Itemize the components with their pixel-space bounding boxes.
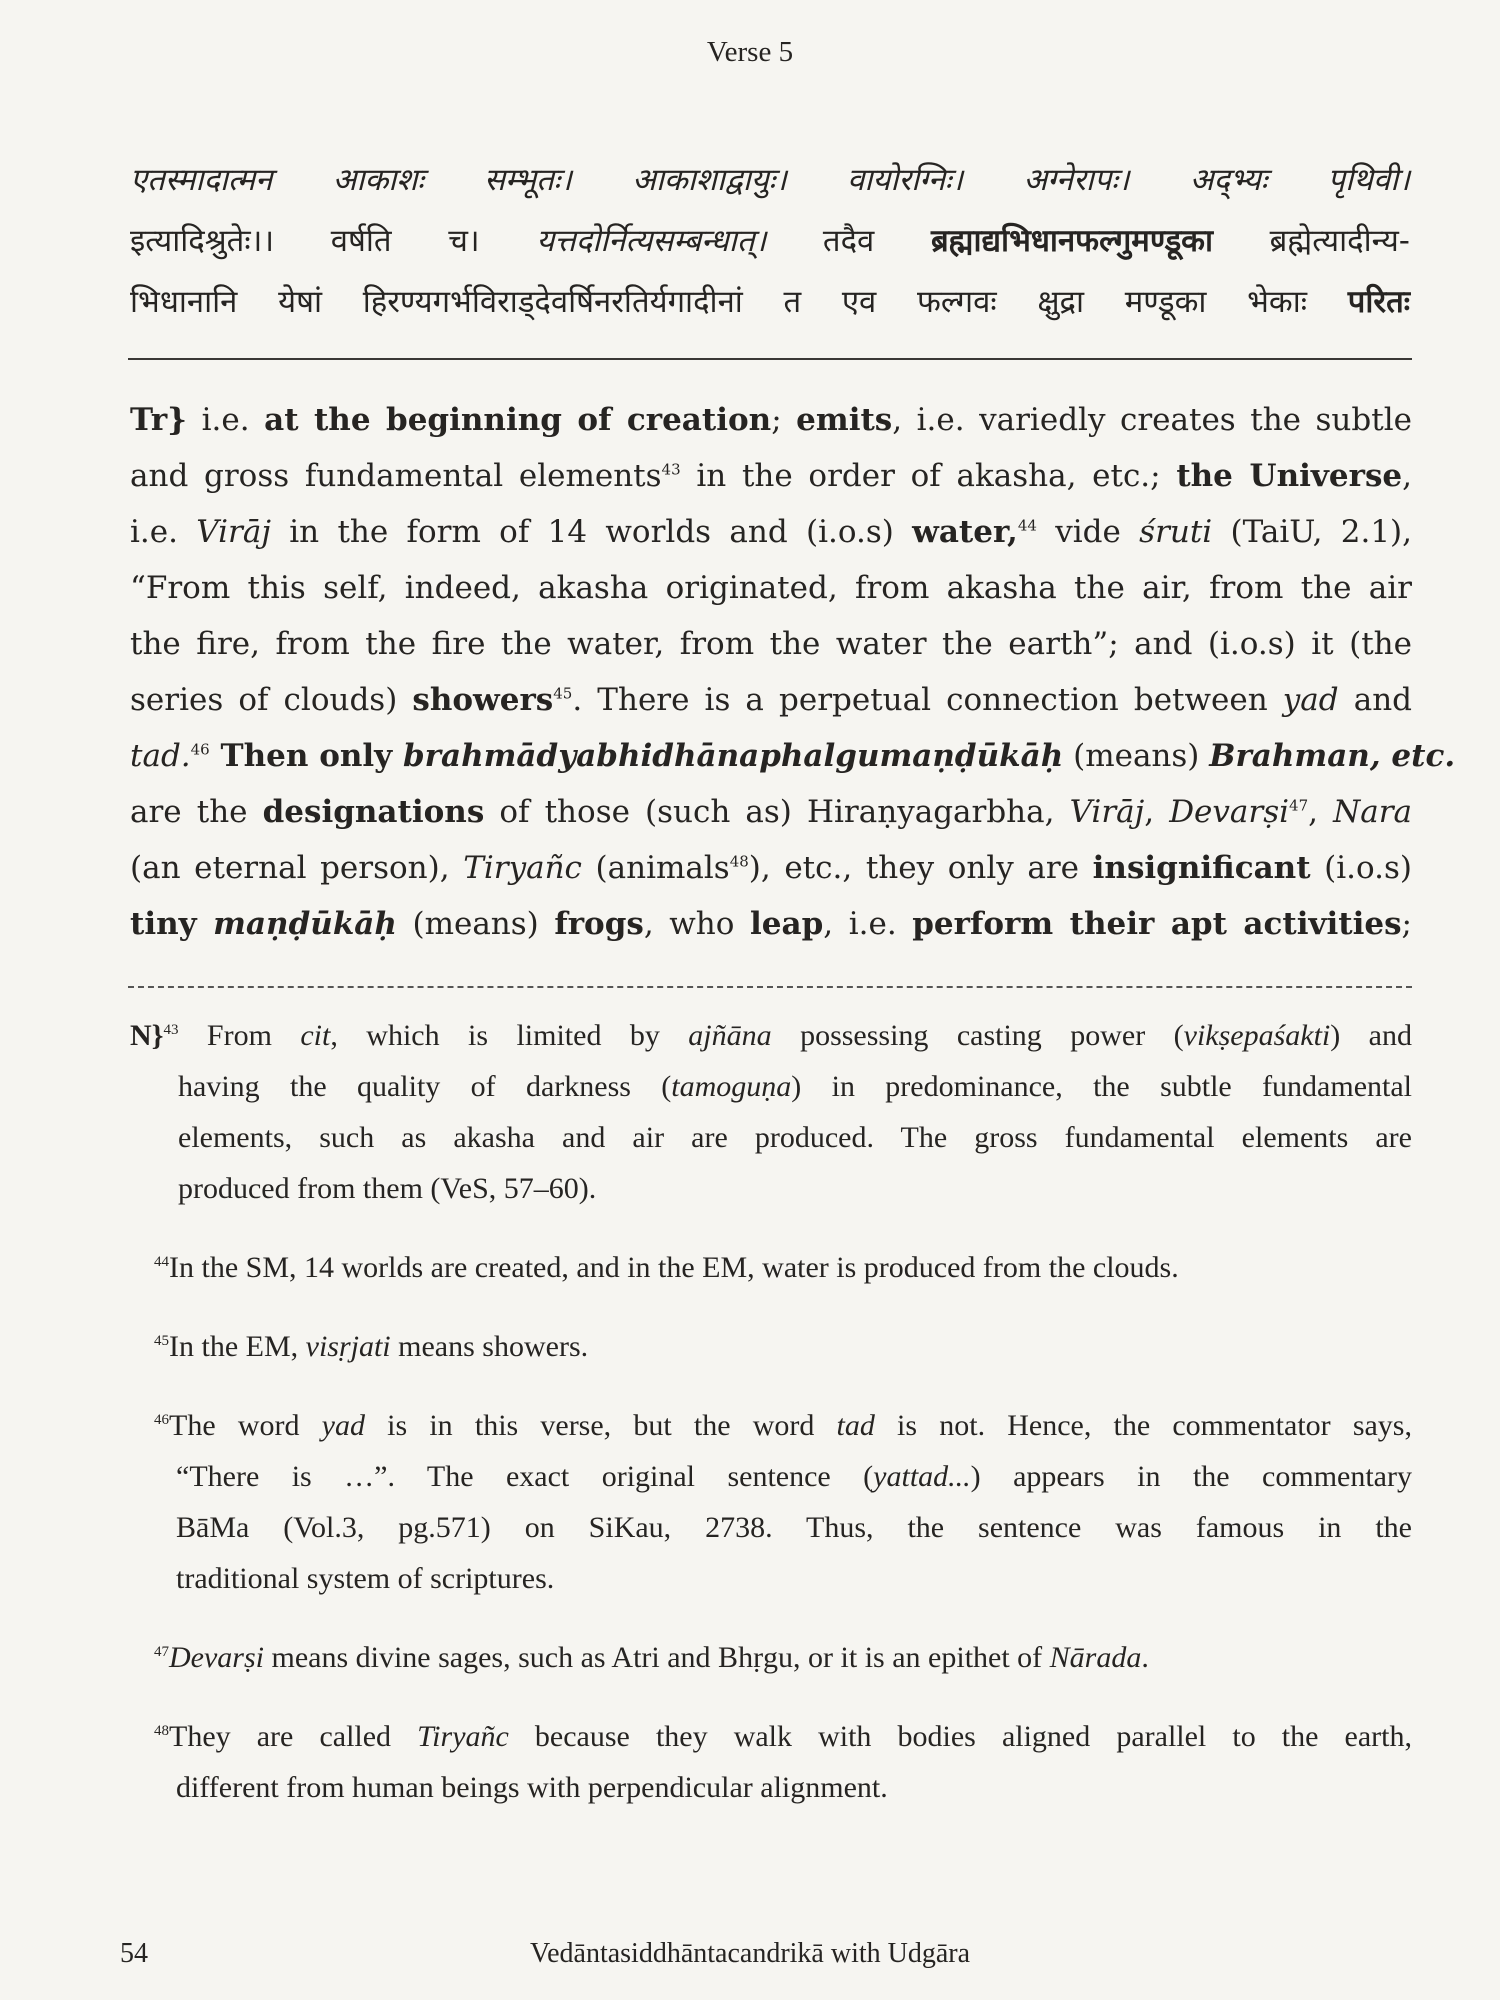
book-title: Vedāntasiddhāntacandrikā with Udgāra [529,1938,971,1969]
sanskrit-segment: इत्यादिश्रुतेः।। वर्षति च। [130,223,480,259]
notes-divider [128,986,1412,988]
footnote-ref: 47 [1289,796,1309,815]
sanskrit-line: एतस्मादात्मन आकाशः सम्भूतः। आकाशाद्वायुः। वायोरग्निः। अग्नेरापः। अद्भ्यः पृथिवी। [130,162,1410,198]
footnote-line: $^{48}$They are called Tiryañc because they walk with bodies aligned parallel to the earth, [154,1720,1412,1753]
sanskrit-line [130,211,1410,272]
sanskrit-segment: तदैव [822,223,875,259]
footnotes [130,1010,1412,1841]
footnote-46 [130,1400,1412,1604]
section-divider [128,358,1412,360]
footnote-ref: 46 [190,740,210,759]
footnote-ref: 44 [1017,516,1037,535]
sanskrit-bold-segment: ब्रह्माद्यभिधानफल्गुमण्डूका [930,223,1213,259]
translation-line: are the designations of those (such as) Hiraṇyagarbha, Virāj, Devarṣi$^{47}$, Nara [130,794,1413,830]
footnote-line: $^{47}$Devarṣi means divine sages, such as Atri and Bhṛgu, or it is an epithet of Nārada. [154,1641,1149,1674]
footnote-line: $^{45}$In the EM, visṛjati means showers. [154,1330,589,1363]
footnote-ref: 43 [661,460,681,479]
footnote-line: BāMa (Vol.3, pg.571) on SiKau, 2738. Thus, the sentence was famous in the [176,1511,1412,1544]
sanskrit-line [130,272,1410,333]
translation-block [130,392,1456,952]
translation-line: tiny maṇḍūkāḥ (means) frogs, who leap, i.e. perform their apt activities; [130,906,1412,942]
footnote-ref: 48 [729,852,749,871]
translation-line: (an eternal person), Tiryañc (animals$^{48}$), etc., they only are insignificant (i.o.s) [130,850,1412,886]
footnote-line: $^{46}$The word yad is in this verse, but the word tad is not. Hence, the commentator says, [154,1409,1412,1442]
translation-line: the fire, from the fire the water, from the water the earth”; and (i.o.s) it (the [130,626,1412,662]
footnote-line: “There is …”. The exact original sentence (yattad...) appears in the commentary [176,1460,1412,1493]
page-number: 54 [120,1938,148,1969]
sanskrit-text [130,150,1410,333]
sanskrit-segment: भिधानानि येषां हिरण्यगर्भविराड्देवर्षिनरतिर्यगादीनां त एव फल्गवः क्षुद्रा मण्डूका भेकाः [130,284,1308,320]
sanskrit-segment: यत्तदोर्नित्यसम्बन्धात्। [536,223,767,259]
translation-line: i.e. Virāj in the form of 14 worlds and (i.o.s) water,$^{44}$ vide śruti (TaiU, 2.1), [130,514,1412,550]
running-header: Verse 5 [706,36,794,68]
footnote-45 [130,1321,1412,1372]
footnote-line: produced from them (VeS, 57–60). [178,1172,597,1205]
sanskrit-bold-segment: परितः [1347,284,1411,320]
translation-line: “From this self, indeed, akasha originated, from akasha the air, from the air [130,570,1412,606]
translation-line: series of clouds) showers$^{45}$. There is a perpetual connection between yad and [130,682,1412,718]
translation-line: Tr} i.e. at the beginning of creation; emits, i.e. variedly creates the subtle [130,402,1412,438]
footnote-line: N}$^{43}$ From cit, which is limited by ajñāna possessing casting power (vikṣepaśakti) and [130,1019,1412,1052]
footnote-44 [130,1242,1412,1293]
footnote-line: different from human beings with perpendicular alignment. [176,1771,888,1804]
footnote-line: traditional system of scriptures. [176,1562,555,1595]
footnote-ref: 45 [553,684,573,703]
sanskrit-segment: ब्रह्मेत्यादीन्य- [1269,223,1410,259]
footnote-line: $^{44}$In the SM, 14 worlds are created, and in the EM, water is produced from the clouds. [154,1251,1179,1284]
translation-line: tad.$^{46}$ Then only brahmādyabhidhānaphalgumaṇḍūkāḥ (means) Brahman, etc. [130,738,1456,774]
footnote-line: having the quality of darkness (tamoguṇa) in predominance, the subtle fundamental [178,1070,1413,1103]
translation-line: and gross fundamental elements$^{43}$ in the order of akasha, etc.; the Universe, [130,458,1413,494]
footnote-line: elements, such as akasha and air are produced. The gross fundamental elements are [178,1121,1412,1154]
footnote-43 [130,1010,1412,1214]
footnote-48 [130,1711,1412,1813]
footnote-47 [130,1632,1412,1683]
